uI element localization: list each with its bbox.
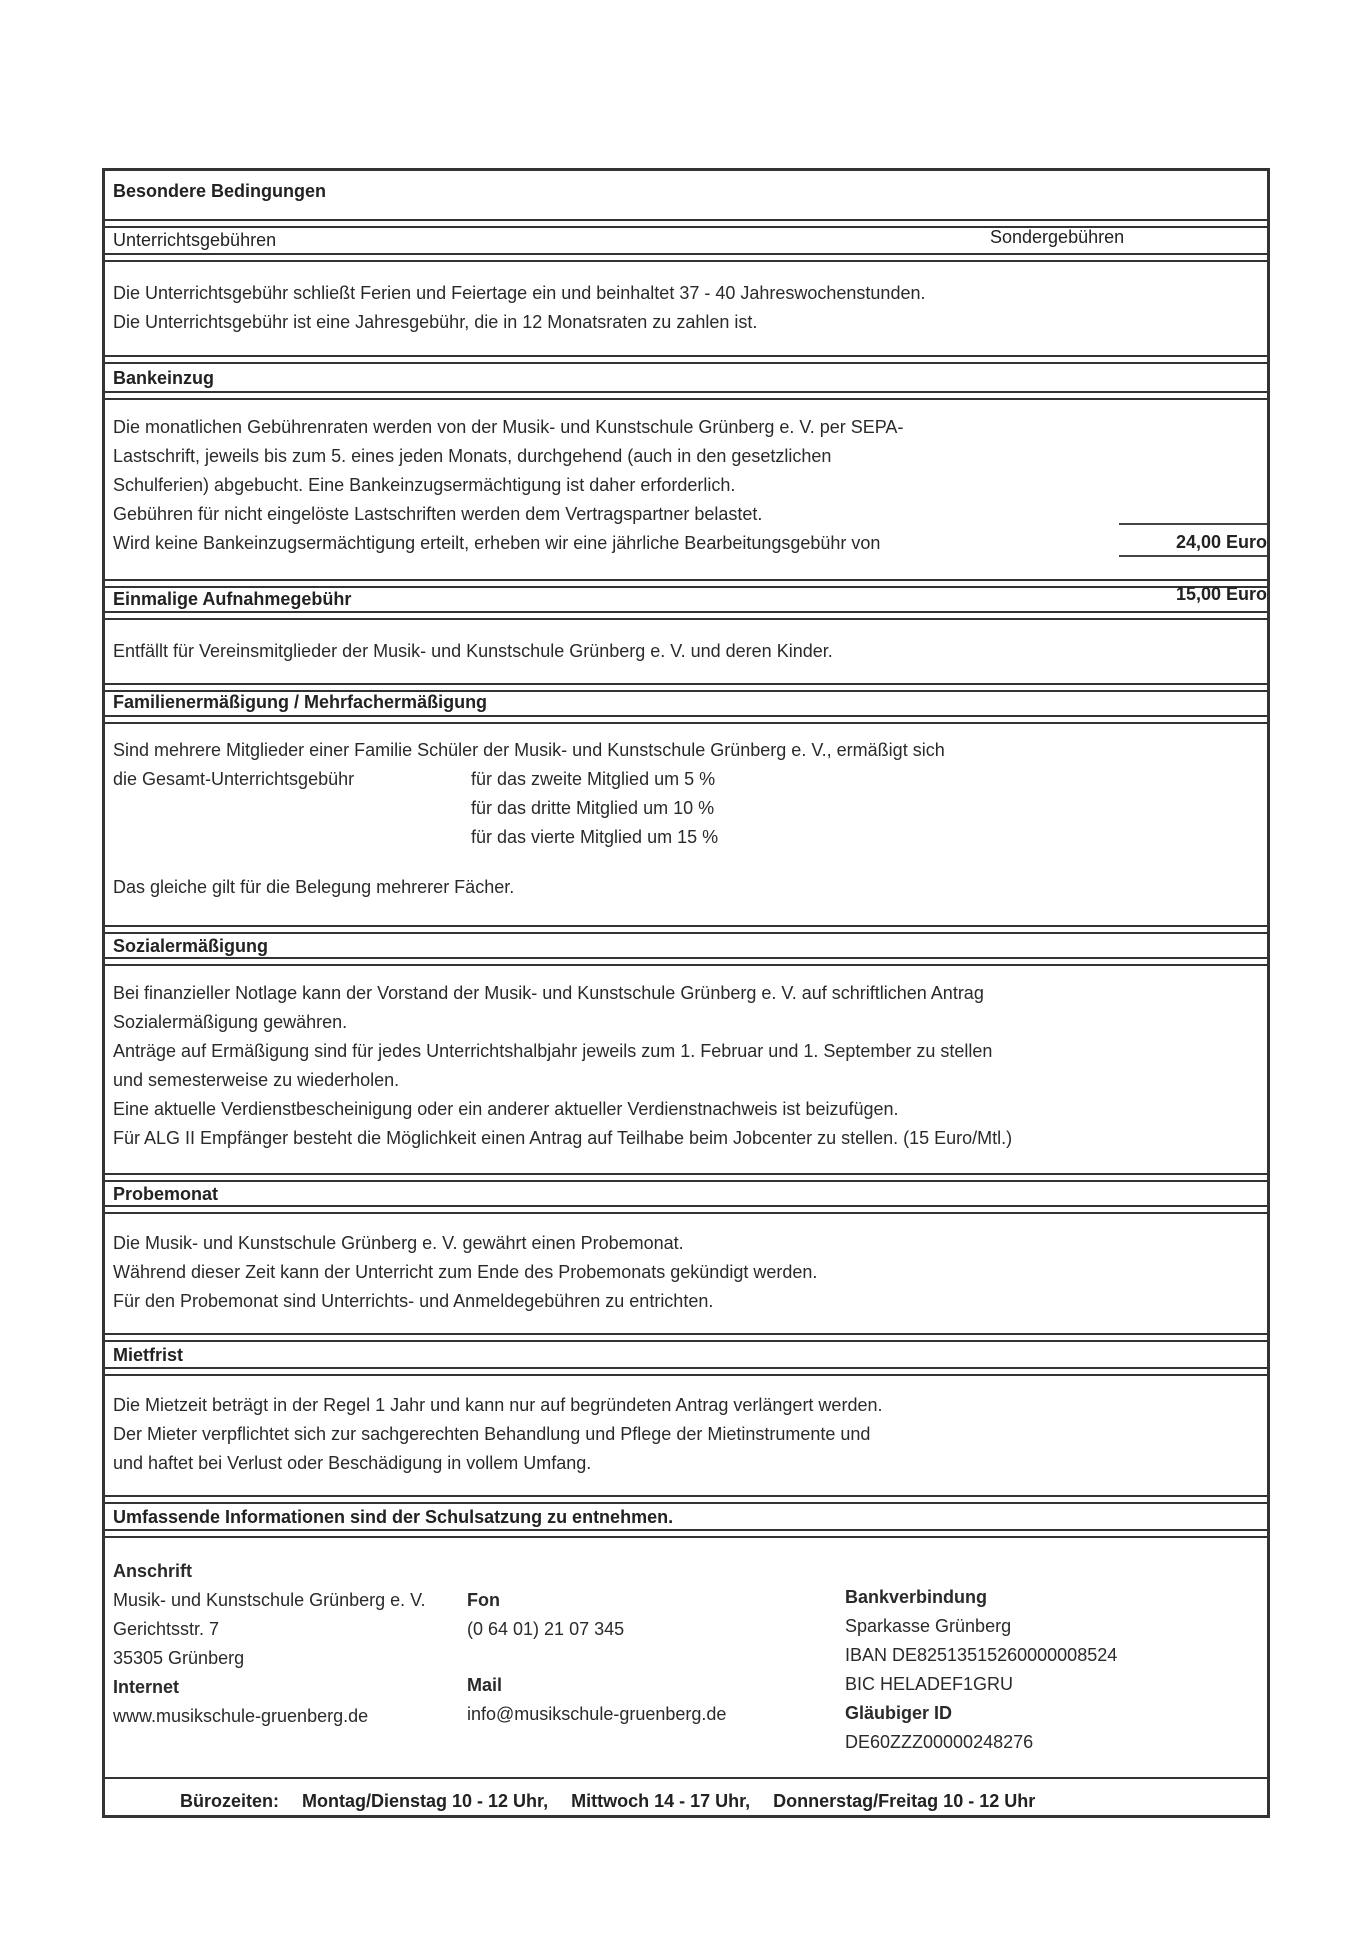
section-divider bbox=[105, 1173, 1267, 1182]
bank-block bbox=[845, 1583, 1117, 1757]
familie-note: Das gleiche gilt für die Belegung mehrerer Fächer. bbox=[113, 877, 515, 897]
familie-intro: Sind mehrere Mitglieder einer Familie Schüler der Musik- und Kunstschule Grünberg e. V., ermäßigt sich bbox=[113, 740, 945, 760]
text-line: und semesterweise zu wiederholen. bbox=[113, 1070, 400, 1090]
address-line: Gerichtsstr. 7 bbox=[113, 1619, 220, 1639]
bank-line: IBAN DE82513515260000008524 bbox=[845, 1645, 1118, 1665]
mail-label: Mail bbox=[467, 1675, 503, 1695]
text-line: Anträge auf Ermäßigung sind für jedes Unterrichtshalbjahr jeweils zum 1. Februar und 1. September zu stellen bbox=[113, 1041, 993, 1061]
text-line: Die Mietzeit beträgt in der Regel 1 Jahr und kann nur auf begründeten Antrag verlängert werden. bbox=[113, 1395, 883, 1415]
address-block bbox=[113, 1557, 426, 1673]
section-divider bbox=[105, 1205, 1267, 1214]
text-line: Lastschrift, jeweils bis zum 5. eines jeden Monats, durchgehend (auch in den gesetzlichen bbox=[113, 446, 832, 466]
phone-number: (0 64 01) 21 07 345 bbox=[467, 1619, 625, 1639]
office-hours-label: Bürozeiten: bbox=[180, 1791, 279, 1811]
list-item: für das dritte Mitglied um 10 % bbox=[471, 798, 715, 818]
familie-label: die Gesamt-Unterrichtsgebühr bbox=[113, 769, 355, 789]
text-line: Der Mieter verpflichtet sich zur sachgerechten Behandlung und Pflege der Mietinstrumente und bbox=[113, 1424, 871, 1444]
text-line: und haftet bei Verlust oder Beschädigung in vollem Umfang. bbox=[113, 1453, 592, 1473]
section-divider bbox=[105, 611, 1267, 620]
sozial-text bbox=[113, 979, 1012, 1153]
section-header-probemonat: Probemonat bbox=[113, 1184, 219, 1204]
creditor-id-label: Gläubiger ID bbox=[845, 1703, 953, 1723]
section-divider bbox=[105, 1495, 1267, 1504]
section-divider bbox=[105, 391, 1267, 400]
section-divider bbox=[105, 957, 1267, 966]
document-title: Besondere Bedingungen bbox=[113, 181, 327, 201]
bank-label: Bankverbindung bbox=[845, 1587, 988, 1607]
text-line: Für ALG II Empfänger besteht die Möglichkeit einen Antrag auf Teilhabe beim Jobcenter zu stellen. (15 Euro/Mtl.) bbox=[113, 1128, 1013, 1148]
text-line: Für den Probemonat sind Unterrichts- und Anmeldegebühren zu entrichten. bbox=[113, 1291, 714, 1311]
conditions-document bbox=[102, 168, 1270, 1818]
address-label: Anschrift bbox=[113, 1561, 193, 1581]
list-item: für das zweite Mitglied um 5 % bbox=[471, 769, 716, 789]
section-divider bbox=[105, 1333, 1267, 1342]
unterricht-text bbox=[113, 279, 925, 337]
mail-block bbox=[467, 1671, 726, 1729]
creditor-id: DE60ZZZ00000248276 bbox=[845, 1732, 1034, 1752]
text-line: Die Unterrichtsgebühr schließt Ferien und Feiertage ein und beinhaltet 37 - 40 Jahreswochenstunden. bbox=[113, 283, 926, 303]
probe-text bbox=[113, 1229, 817, 1316]
office-hours bbox=[180, 1791, 1053, 1812]
text-line: Gebühren für nicht eingelöste Lastschriften werden dem Vertragspartner belastet. bbox=[113, 504, 763, 524]
footer-divider bbox=[105, 1777, 1267, 1779]
text-line: Schulferien) abgebucht. Eine Bankeinzugsermächtigung ist daher erforderlich. bbox=[113, 475, 736, 495]
text-line: Die Unterrichtsgebühr ist eine Jahresgebühr, die in 12 Monatsraten zu zahlen ist. bbox=[113, 312, 758, 332]
section-divider bbox=[105, 579, 1267, 588]
office-hours-slot: Donnerstag/Freitag 10 - 12 Uhr bbox=[773, 1791, 1036, 1811]
text-line: Eine aktuelle Verdienstbescheinigung oder ein anderer aktueller Verdienstnachweis ist beizufügen. bbox=[113, 1099, 899, 1119]
text-line: Sozialermäßigung gewähren. bbox=[113, 1012, 348, 1032]
section-divider bbox=[105, 253, 1267, 262]
address-line: Musik- und Kunstschule Grünberg e. V. bbox=[113, 1590, 426, 1610]
email-link[interactable]: info@musikschule-gruenberg.de bbox=[467, 1704, 727, 1724]
section-header-info: Umfassende Informationen sind der Schulsatzung zu entnehmen. bbox=[113, 1507, 674, 1527]
website-link[interactable]: www.musikschule-gruenberg.de bbox=[113, 1706, 369, 1726]
section-divider bbox=[105, 1367, 1267, 1376]
text-line: Wird keine Bankeinzugsermächtigung erteilt, erheben wir eine jährliche Bearbeitungsgebühr von bbox=[113, 533, 881, 553]
section-divider bbox=[105, 1529, 1267, 1538]
aufnahme-text bbox=[113, 637, 833, 666]
text-line: Während dieser Zeit kann der Unterricht zum Ende des Probemonats gekündigt werden. bbox=[113, 1262, 818, 1282]
phone-label: Fon bbox=[467, 1590, 500, 1610]
section-divider bbox=[105, 355, 1267, 364]
aufnahme-fee: 15,00 Euro bbox=[1175, 584, 1267, 604]
office-hours-slot: Mittwoch 14 - 17 Uhr, bbox=[571, 1791, 751, 1811]
bankeinzug-fee: 24,00 Euro bbox=[1175, 532, 1267, 552]
text-line: Die Musik- und Kunstschule Grünberg e. V. gewährt einen Probemonat. bbox=[113, 1233, 684, 1253]
address-line: 35305 Grünberg bbox=[113, 1648, 245, 1668]
bank-line: BIC HELADEF1GRU bbox=[845, 1674, 1014, 1694]
familie-discount-list bbox=[471, 765, 718, 852]
list-item: für das vierte Mitglied um 15 % bbox=[471, 827, 719, 847]
section-header-sozial: Sozialermäßigung bbox=[113, 936, 269, 956]
text-line: Entfällt für Vereinsmitglieder der Musik- und Kunstschule Grünberg e. V. und deren Kinder. bbox=[113, 641, 833, 661]
section-header-bankeinzug: Bankeinzug bbox=[113, 368, 215, 388]
miet-text bbox=[113, 1391, 882, 1478]
section-divider bbox=[105, 683, 1267, 692]
section-header-mietfrist: Mietfrist bbox=[113, 1345, 184, 1365]
bankeinzug-text bbox=[113, 413, 903, 558]
fee-underline bbox=[1119, 555, 1267, 557]
bank-line: Sparkasse Grünberg bbox=[845, 1616, 1012, 1636]
fee-underline bbox=[1119, 523, 1267, 525]
internet-label: Internet bbox=[113, 1677, 180, 1697]
section-header-familie: Familienermäßigung / Mehrfachermäßigung bbox=[113, 692, 488, 712]
phone-block bbox=[467, 1586, 624, 1644]
section-header-aufnahme: Einmalige Aufnahmegebühr bbox=[113, 589, 352, 609]
office-hours-slot: Montag/Dienstag 10 - 12 Uhr, bbox=[302, 1791, 549, 1811]
section-divider bbox=[105, 925, 1267, 934]
section-header-unterricht: Unterrichtsgebühren bbox=[113, 230, 277, 250]
text-line: Bei finanzieller Notlage kann der Vorstand der Musik- und Kunstschule Grünberg e. V. auf schriftlichen Antrag bbox=[113, 983, 984, 1003]
internet-block bbox=[113, 1673, 368, 1731]
section-header-sondergebuehren: Sondergebühren bbox=[990, 227, 1125, 247]
section-divider bbox=[105, 715, 1267, 724]
text-line: Die monatlichen Gebührenraten werden von der Musik- und Kunstschule Grünberg e. V. per SEPA- bbox=[113, 417, 904, 437]
